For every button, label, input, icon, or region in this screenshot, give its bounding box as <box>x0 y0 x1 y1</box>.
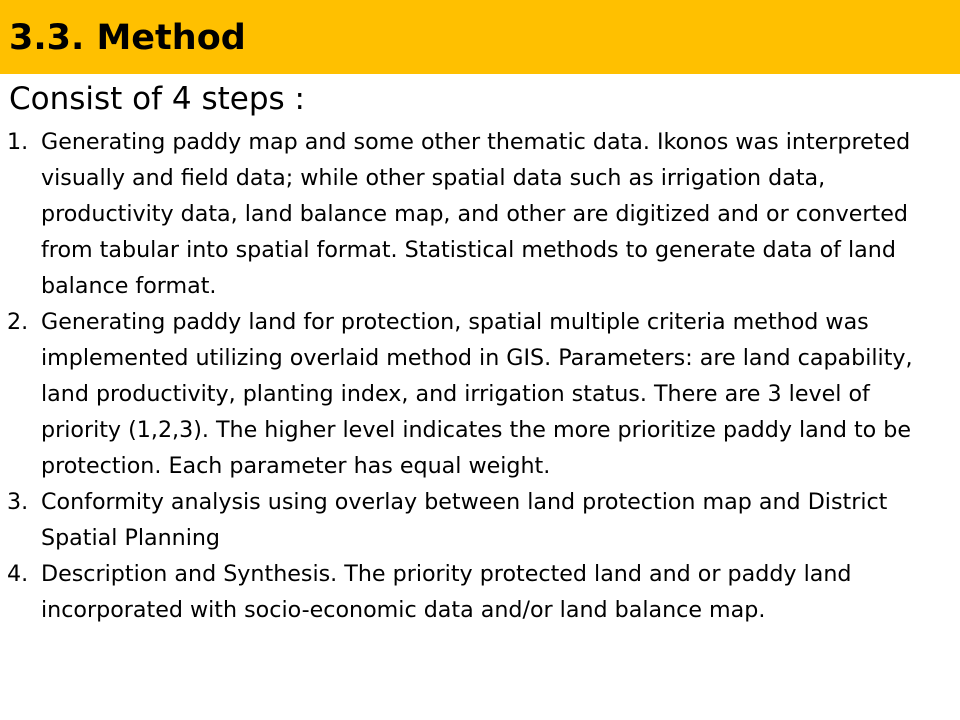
step-number: 1. <box>7 129 29 155</box>
step-text: Conformity analysis using overlay between land protection map and District Spatial Planning <box>41 489 888 551</box>
step-item-4 <box>7 556 952 628</box>
step-text: Generating paddy map and some other thematic data. Ikonos was interpreted visually and field data; while other spatial data such as irrigation data, productivity data, land balance map, and other are digitized and or converted from tabular into spatial format. Statistical methods to generate data of land balance format. <box>41 129 911 299</box>
slide-subtitle: Consist of 4 steps : <box>9 81 305 117</box>
title-bar <box>0 0 960 74</box>
step-text: Generating paddy land for protection, spatial multiple criteria method was implemented utilizing overlaid method in GIS. Parameters: are land capability, land productivity, planting index, and irrigation status. There are 3 level of priority (1,2,3). The higher level indicates the more prioritize paddy land to be protection. Each parameter has equal weight. <box>41 309 913 479</box>
step-number: 4. <box>7 561 29 587</box>
step-item-2 <box>7 304 952 484</box>
step-text: Description and Synthesis. The priority protected land and or paddy land incorporated with socio-economic data and/or land balance map. <box>41 561 852 623</box>
step-item-3 <box>7 484 952 556</box>
steps-list <box>7 124 952 628</box>
step-number: 3. <box>7 489 29 515</box>
slide-title: 3.3. Method <box>9 18 246 58</box>
step-number: 2. <box>7 309 29 335</box>
step-item-1 <box>7 124 952 304</box>
